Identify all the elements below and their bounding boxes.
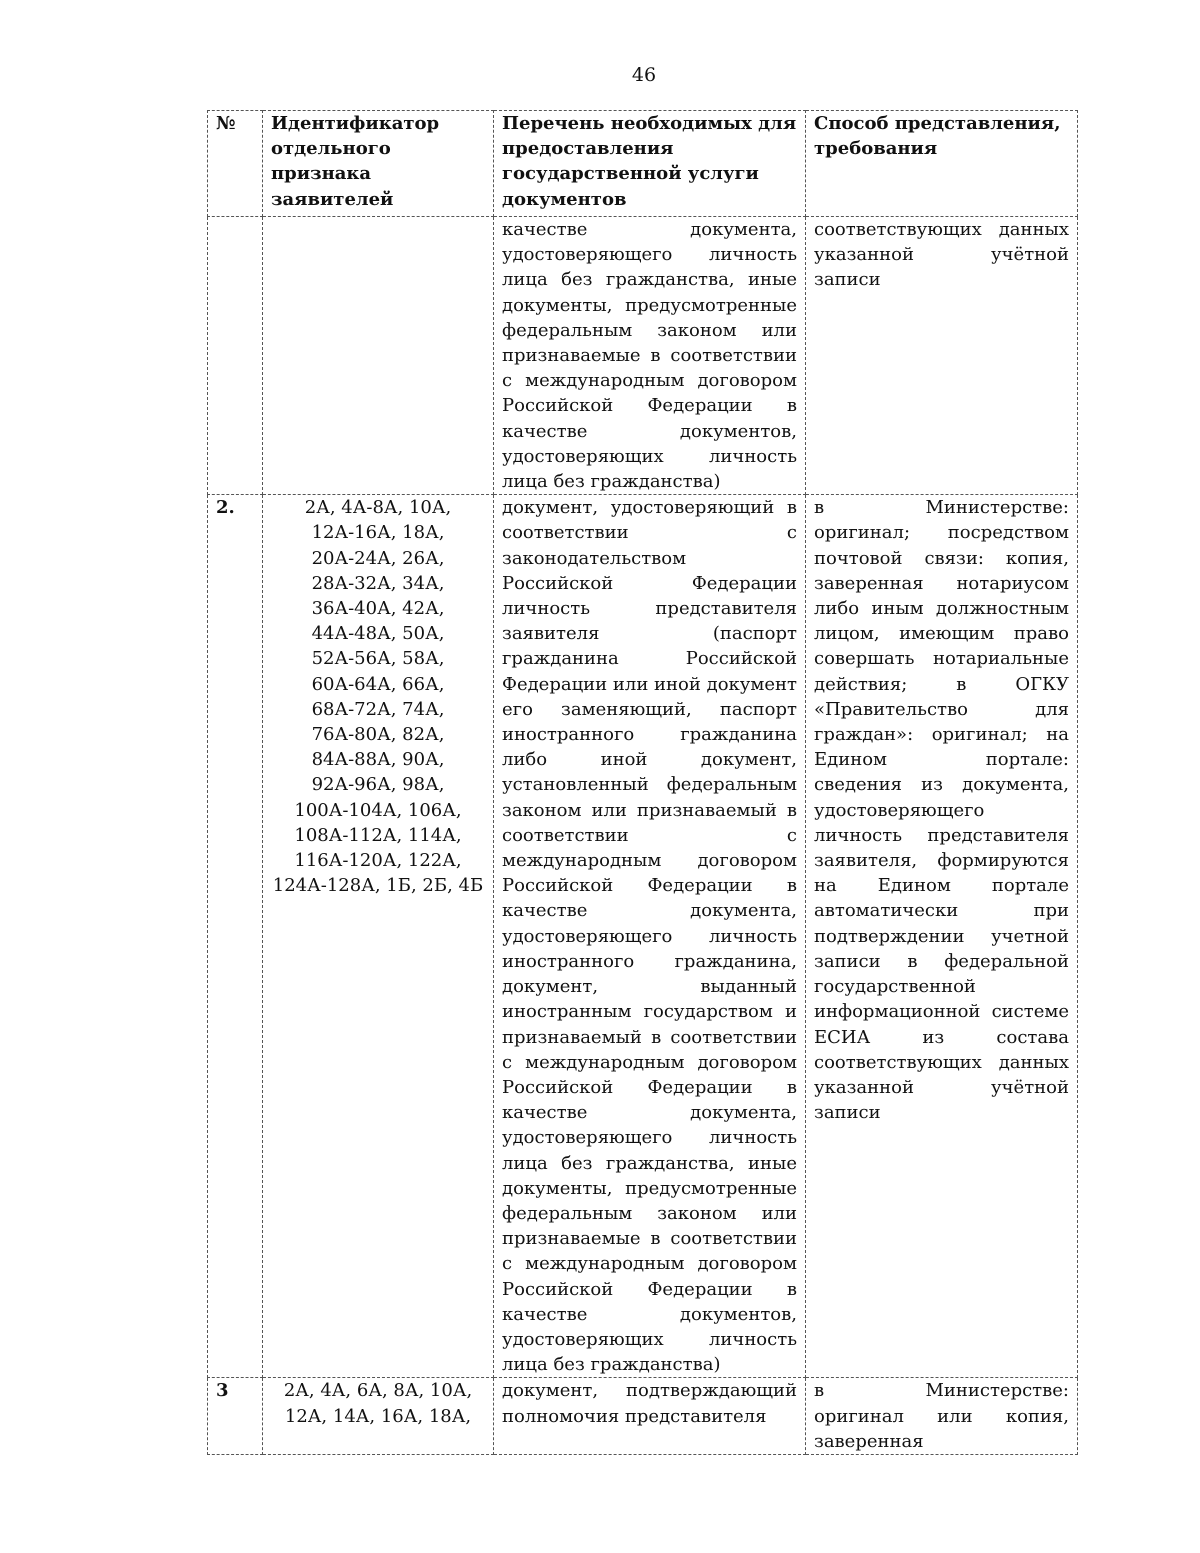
row-num: 2. bbox=[208, 495, 263, 1378]
table-row bbox=[208, 217, 1078, 495]
row-method: в Министерстве: оригинал; посредством почтовой связи: копия, заверенная нотариусом либо иным должностным лицом, имеющим право совершать нотариальные действия; в ОГКУ «Правительство для граждан»: оригинал; на Едином портале: сведения из документа, удостоверяющего личность представителя заявителя, формируются на Едином портале автоматически при подтверждении учетной записи в федеральной государственной информационной системе ЕСИА из состава соответствующих данных указанной учётной записи bbox=[806, 495, 1078, 1378]
row-docs: документ, подтверждающий полномочия представителя bbox=[494, 1378, 806, 1455]
header-id: Идентификатор отдельного признака заявителей bbox=[263, 111, 494, 217]
page-number: 46 bbox=[631, 64, 657, 86]
row-num bbox=[208, 217, 263, 495]
header-method: Способ представления, требования bbox=[806, 111, 1078, 217]
row-docs: качестве документа, удостоверяющего личность лица без гражданства, иные документы, предусмотренные федеральным законом или признаваемые в соответствии с международным договором Российской Федерации в качестве документов, удостоверяющих личность лица без гражданства) bbox=[494, 217, 806, 495]
row-num: 3 bbox=[208, 1378, 263, 1455]
header-num: № bbox=[208, 111, 263, 217]
requirements-table bbox=[207, 110, 1078, 1455]
row-ids: 2А, 4А, 6А, 8А, 10А, 12А, 14А, 16А, 18А, bbox=[263, 1378, 494, 1455]
table-row bbox=[208, 1378, 1078, 1455]
header-docs: Перечень необходимых для предоставления государственной услуги документов bbox=[494, 111, 806, 217]
row-method: соответствующих данных указанной учётной записи bbox=[806, 217, 1078, 495]
table-header-row bbox=[208, 111, 1078, 217]
row-docs: документ, удостоверяющий в соответствии с законодательством Российской Федерации личность представителя заявителя (паспорт гражданина Российской Федерации или иной документ его заменяющий, паспорт иностранного гражданина либо иной документ, установленный федеральным законом или признаваемый в соответствии с международным договором Российской Федерации в качестве документа, удостоверяющего личность иностранного гражданина, документ, выданный иностранным государством и признаваемый в соответствии с международным договором Российской Федерации в качестве документа, удостоверяющего личность лица без гражданства, иные документы, предусмотренные федеральным законом или признаваемые в соответствии с международным договором Российской Федерации в качестве документов, удостоверяющих личность лица без гражданства) bbox=[494, 495, 806, 1378]
row-ids bbox=[263, 217, 494, 495]
row-ids: 2А, 4А-8А, 10А, 12А-16А, 18А, 20А-24А, 26А, 28А-32А, 34А, 36А-40А, 42А, 44А-48А, 50А, 52А-56А, 58А, 60А-64А, 66А, 68А-72А, 74А, 76А-80А, 82А, 84А-88А, 90А, 92А-96А, 98А, 100А-104А, 106А, 108А-112А, 114А, 116А-120А, 122А, 124А-128А, 1Б, 2Б, 4Б bbox=[263, 495, 494, 1378]
row-method: в Министерстве: оригинал или копия, заверенная bbox=[806, 1378, 1078, 1455]
table-row bbox=[208, 495, 1078, 1378]
